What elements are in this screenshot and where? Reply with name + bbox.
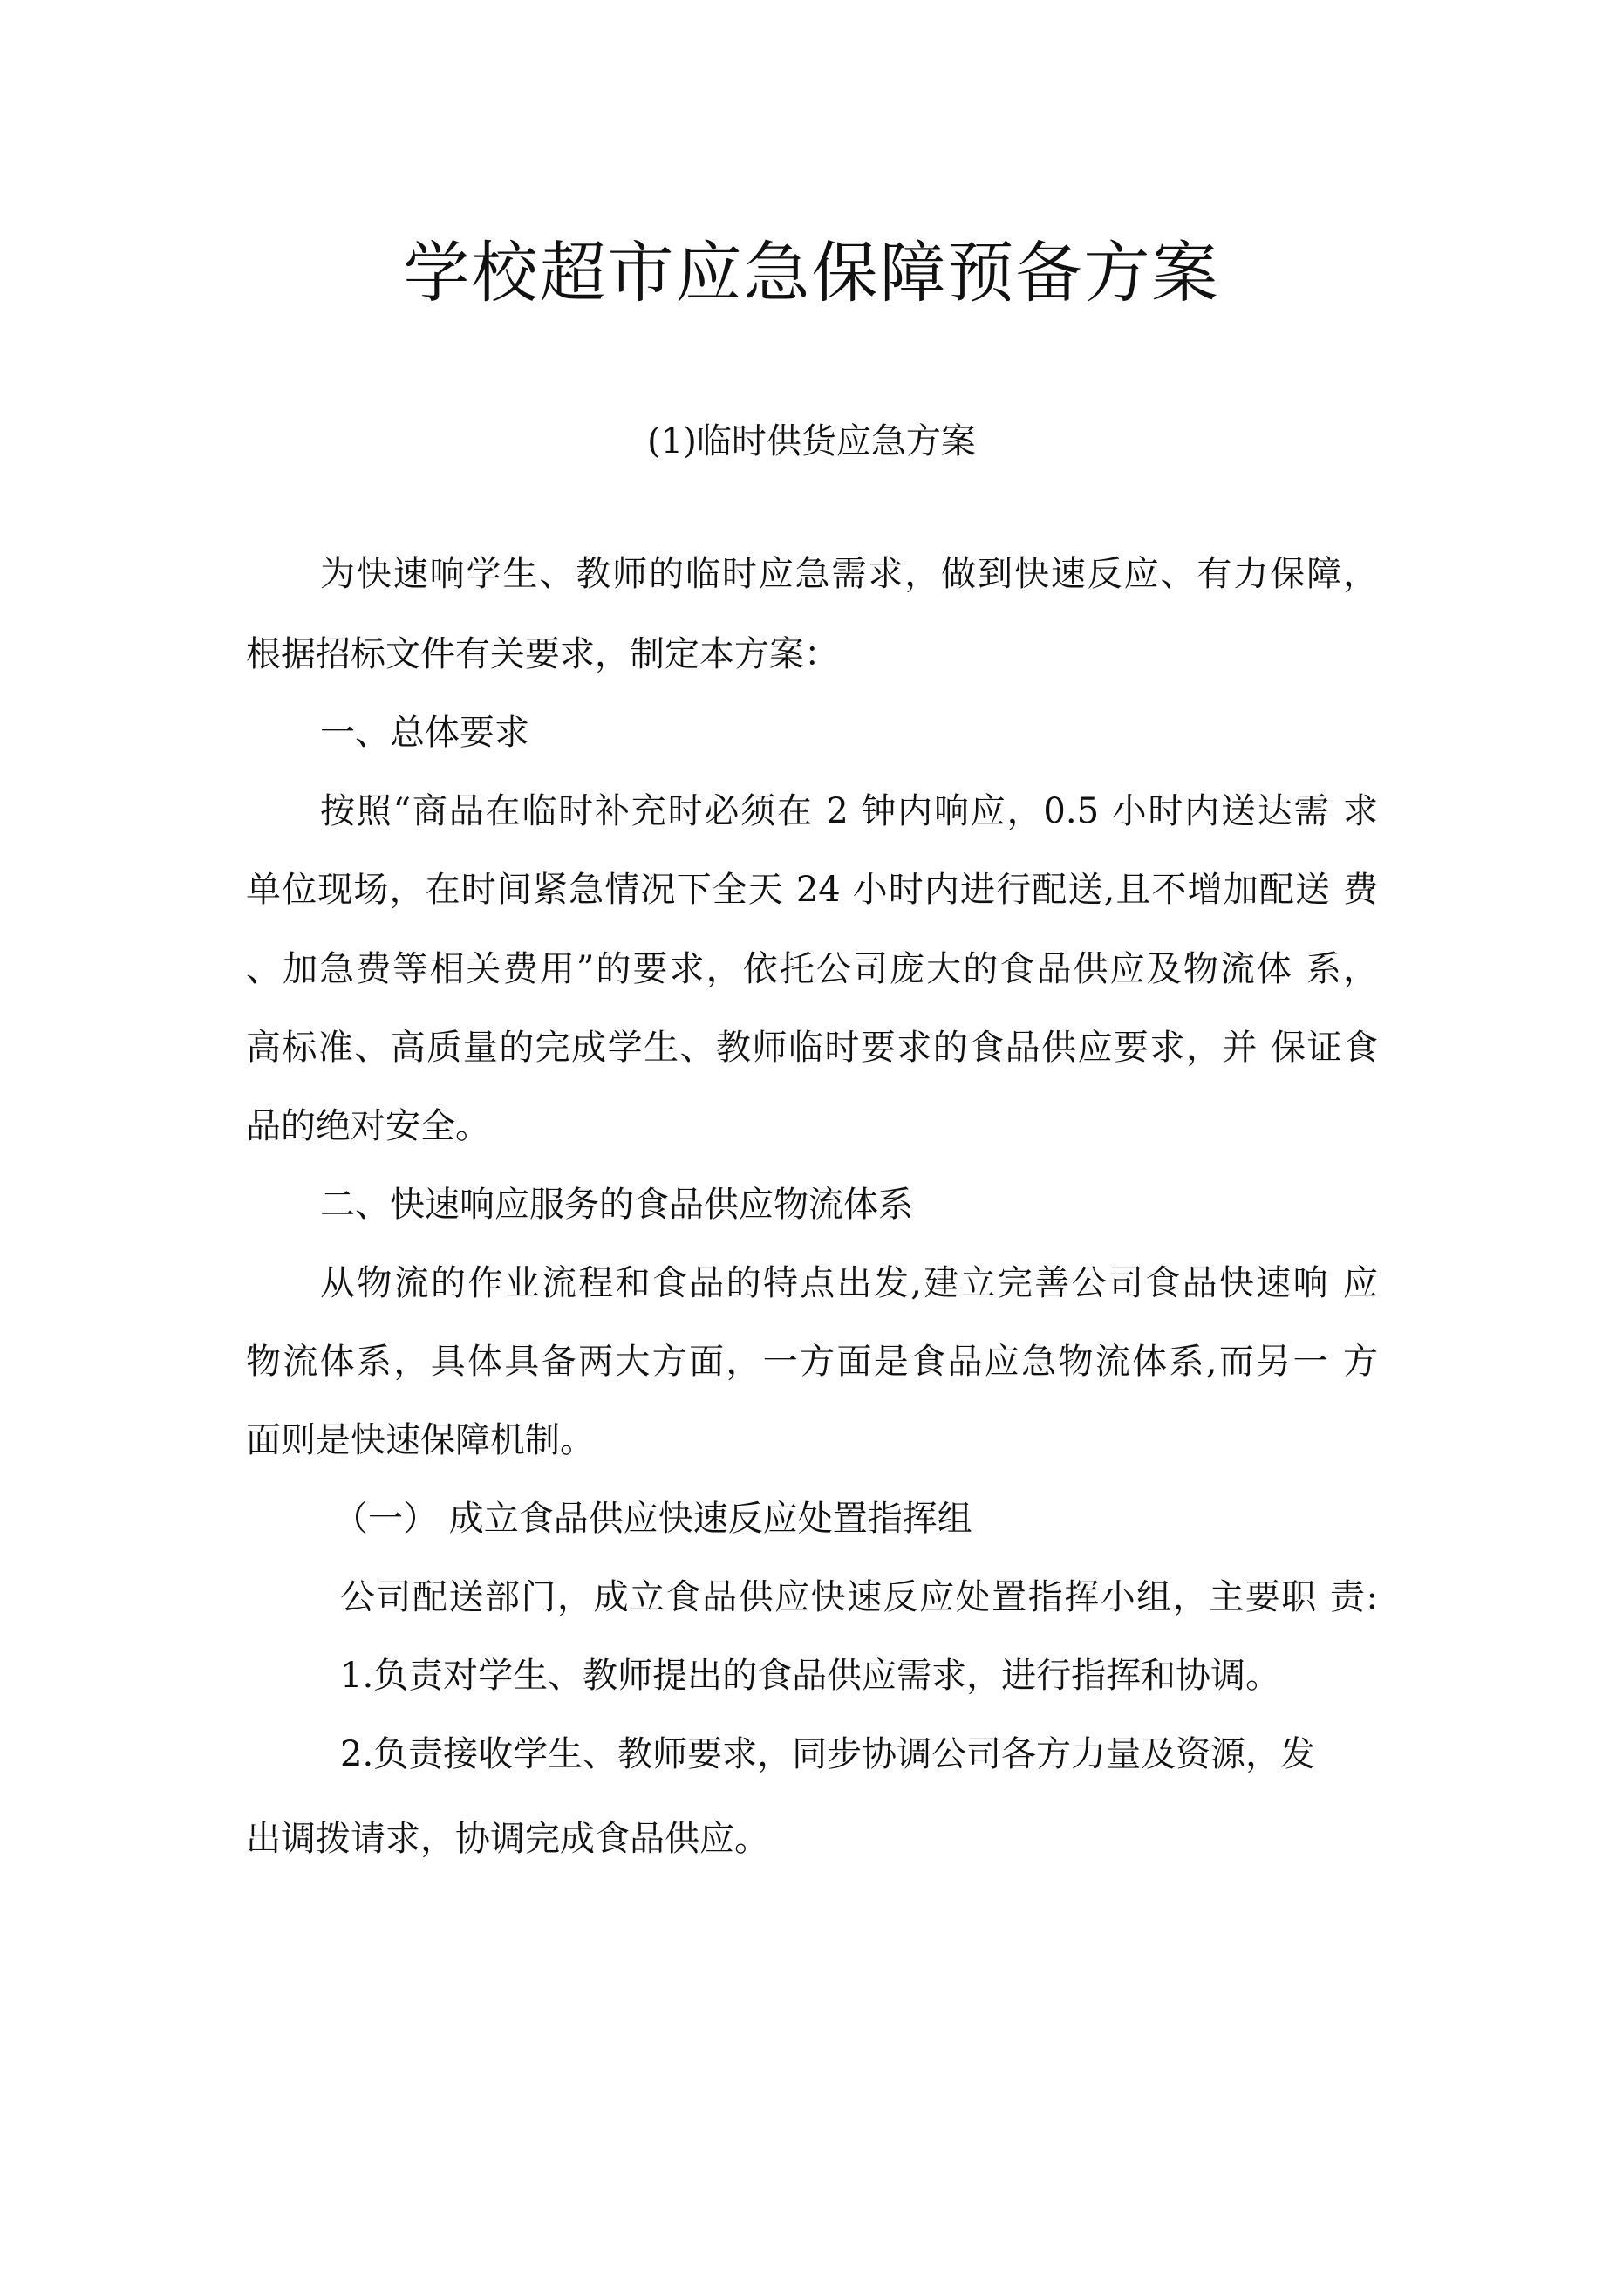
paragraph-line: 从物流的作业流程和食品的特点出发,建立完善公司食品快速响 应: [320, 1263, 1378, 1303]
paragraph-line: 按照“商品在临时补充时必须在 2 钟内响应，0.5 小时内送达需 求: [320, 791, 1378, 831]
paragraph-line: 单位现场，在时间紧急情况下全天 24 小时内进行配送,且不增加配送 费: [246, 870, 1378, 910]
paragraph-line: 根据招标文件有关要求，制定本方案：: [246, 634, 839, 674]
paragraph-line: 出调拨请求，协调完成食品供应。: [246, 1819, 769, 1859]
list-item: 1.负责对学生、教师提出的食品供应需求，进行指挥和协调。: [340, 1656, 1281, 1696]
paragraph-line: 、加急费等相关费用”的要求，依托公司庞大的食品供应及物流体 系，: [246, 949, 1378, 989]
paragraph-line: 为快速响学生、教师的临时应急需求，做到快速反应、有力保障，: [320, 554, 1378, 594]
document-title: 学校超市应急保障预备方案: [403, 234, 1220, 311]
section-heading: 二、快速响应服务的食品供应物流体系: [320, 1185, 913, 1225]
list-item: 2.负责接收学生、教师要求，同步协调公司各方力量及资源，发: [340, 1734, 1316, 1774]
paragraph-line: 公司配送部门，成立食品供应快速反应处置指挥小组，主要职 责:: [340, 1577, 1378, 1617]
paragraph-line: 面则是快速保障机制。: [246, 1420, 595, 1460]
paragraph-line: 物流体系，具体具备两大方面，一方面是食品应急物流体系,而另一 方: [246, 1342, 1378, 1382]
subsection-heading: （一） 成立食品供应快速反应处置指挥组: [333, 1499, 972, 1539]
paragraph-line: 品的绝对安全。: [246, 1106, 490, 1146]
paragraph-line: 高标准、高质量的完成学生、教师临时要求的食品供应要求，并 保证食: [246, 1028, 1378, 1068]
section-heading: 一、总体要求: [320, 713, 529, 753]
section-subtitle: (1)临时供货应急方案: [647, 421, 976, 461]
